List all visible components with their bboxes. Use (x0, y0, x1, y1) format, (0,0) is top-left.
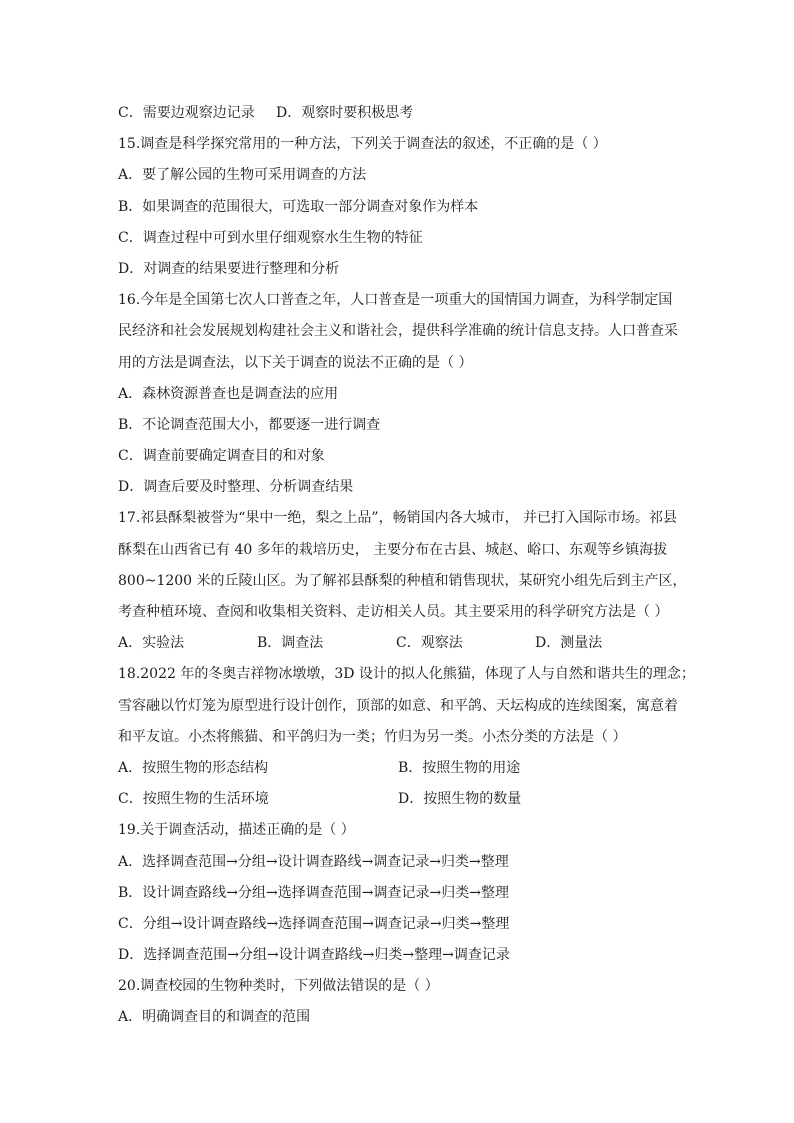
question-17-line-4: 考查种植环境、查阅和收集相关资料、走访相关人员。其主要采用的科学研究方法是（ ） (118, 604, 669, 620)
option-d: D．观察时要积极思考 (276, 105, 414, 121)
option-d: D．测量法 (535, 635, 603, 652)
option-d: D．按照生物的数量 (398, 791, 522, 808)
question-18-line-3: 和平友谊。小杰将熊猫、和平鸽归为一类；竹归为另一类。小杰分类的方法是（ ） (118, 728, 627, 745)
question-15-option-a: A．要了解公园的生物可采用调查的方法 (118, 167, 367, 184)
question-18-line-2: 雪容融以竹灯笼为原型进行设计创作，顶部的如意、和平鸽、天坛构成的连续图案，寓意着 (118, 697, 678, 714)
options-row (118, 98, 678, 129)
question-20-option-a: A．明确调查目的和调查的范围 (118, 1009, 311, 1026)
question-19: 19.关于调查活动，描述正确的是（ ） (118, 822, 355, 839)
question-18-options-ab (118, 753, 678, 784)
question-17-options (118, 628, 678, 659)
question-19-option-c: C．分组→设计调查路线→选择调查范围→调查记录→归类→整理 (118, 915, 510, 932)
question-19-option-d: D．选择调查范围→分组→设计调查路线→归类→整理→调查记录 (118, 947, 510, 964)
question-15: 15.调查是科学探究常用的一种方法，下列关于调查法的叙述，不正确的是（ ） (118, 136, 607, 153)
question-20: 20.调查校园的生物种类时，下列做法错误的是（ ） (118, 978, 439, 995)
question-19-option-b: B．设计调查路线→分组→选择调查范围→调查记录→归类→整理 (118, 884, 509, 901)
option-a: A．按照生物的形态结构 (118, 759, 269, 776)
option-c: C．观察法 (396, 635, 463, 652)
question-16-option-d: D．调查后要及时整理、分析调查结果 (118, 479, 354, 496)
question-16-line-1: 16.今年是全国第七次人口普查之年，人口普查是一项重大的国情国力调查，为科学制定国 (118, 292, 673, 309)
question-16-option-c: C．调查前要确定调查目的和对象 (118, 448, 325, 465)
option-b: B．调查法 (257, 635, 324, 652)
option-c: C．按照生物的生活环境 (118, 791, 269, 808)
question-17-line-1: 17.祁县酥梨被誉为“果中一绝，梨之上品”，畅销国内各大城市， 并已打入国际市场。祁县 (118, 510, 678, 527)
question-18-line-1: 18.2022 年的冬奥吉祥物冰墩墩，3D 设计的拟人化熊猫，体现了人与自然和谐共生的理念； (118, 666, 695, 683)
question-15-option-c: C．调查过程中可到水里仔细观察水生生物的特征 (118, 229, 423, 246)
option-a: A．实验法 (118, 635, 185, 652)
question-16-option-b: B．不论调查范围大小，都要逐一进行调查 (118, 416, 381, 433)
question-16-option-a: A．森林资源普查也是调查法的应用 (118, 385, 339, 402)
option-c: C．需要边观察边记录 (118, 105, 255, 121)
question-17-line-3: 800~1200 米的丘陵山区。为了解祁县酥梨的种植和销售现状，某研究小组先后到主产区， (118, 572, 687, 589)
question-16-line-2: 民经济和社会发展规划构建社会主义和谐社会，提供科学准确的统计信息支持。人口普查采 (118, 323, 678, 340)
question-17-line-2: 酥梨在山西省已有 40 多年的栽培历史， 主要分布在古县、城赵、峪口、东观等乡镇海拔 (118, 541, 668, 558)
question-19-option-a: A．选择调查范围→分组→设计调查路线→调查记录→归类→整理 (118, 853, 509, 870)
question-18-options-cd (118, 784, 678, 815)
question-15-option-b: B．如果调查的范围很大，可选取一部分调查对象作为样本 (118, 198, 479, 215)
question-15-option-d: D．对调查的结果要进行整理和分析 (118, 260, 340, 277)
option-b: B．按照生物的用途 (398, 759, 521, 776)
question-16-line-3: 用的方法是调查法，以下关于调查的说法不正确的是（ ） (118, 354, 473, 371)
document-page (118, 98, 695, 1034)
